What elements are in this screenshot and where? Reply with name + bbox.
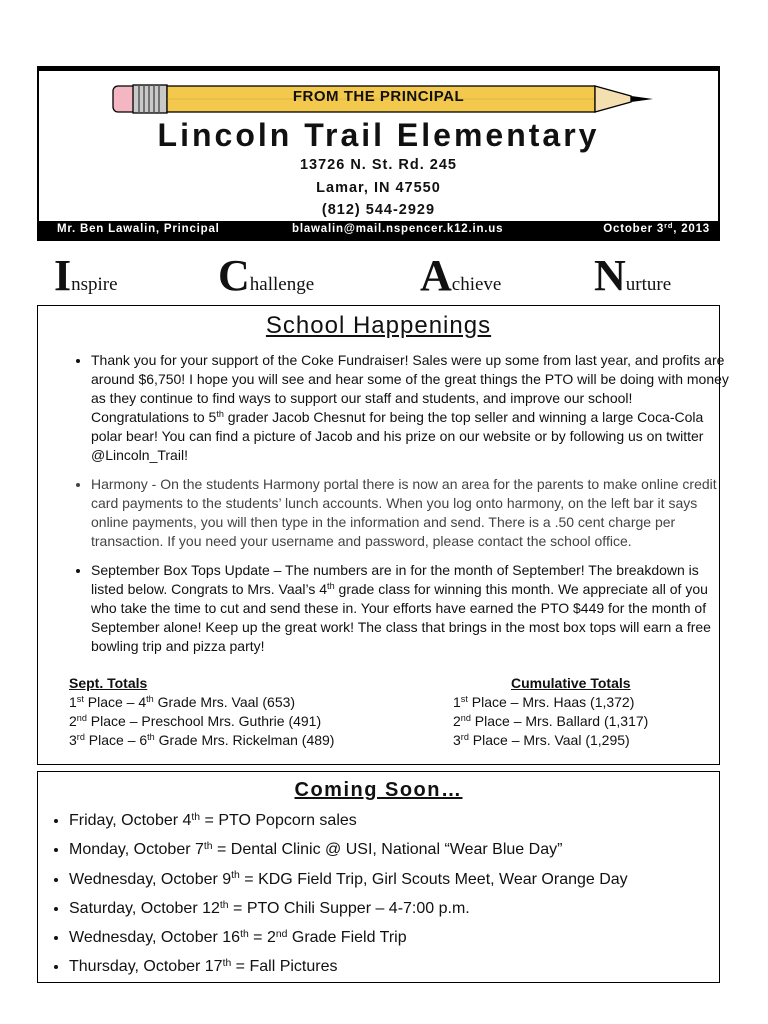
- motto-nurture: Nurture: [594, 251, 672, 300]
- school-motto: [0, 250, 768, 298]
- event-item: • Saturday, October 12th = PTO Chili Supper – 4-7:00 p.m.: [69, 894, 628, 923]
- sept-totals-row: 2nd Place – Preschool Mrs. Guthrie (491): [69, 713, 322, 729]
- event-item: • Monday, October 7th = Dental Clinic @ USI, National “Wear Blue Day”: [69, 835, 628, 864]
- principal-email[interactable]: blawalin@mail.nspencer.k12.in.us: [292, 223, 504, 235]
- cumulative-totals: [453, 674, 648, 750]
- cumulative-totals-row: 1st Place – Mrs. Haas (1,372): [453, 694, 635, 710]
- event-item: • Wednesday, October 16th = 2nd Grade Field Trip: [69, 923, 628, 952]
- coming-soon-section: [37, 771, 720, 983]
- sept-totals: [69, 674, 334, 750]
- phone-number: (812) 544-2929: [321, 202, 436, 218]
- event-item: • Wednesday, October 9th = KDG Field Trip, Girl Scouts Meet, Wear Orange Day: [69, 865, 628, 894]
- street-address: 13726 N. St. Rd. 245: [299, 157, 457, 173]
- section-title: Coming Soon…: [294, 779, 463, 801]
- school-name: Lincoln Trail Elementary: [157, 117, 600, 153]
- sept-totals-row: 1st Place – 4th Grade Mrs. Vaal (653): [69, 694, 296, 710]
- cumulative-totals-row: 3rd Place – Mrs. Vaal (1,295): [453, 732, 630, 748]
- motto-inspire: Inspire: [54, 251, 118, 300]
- city-state-zip: Lamar, IN 47550: [316, 180, 441, 196]
- list-item-coke-fundraiser: • Thank you for your support of the Coke Fundraiser! Sales were up some from last year, and profits are around $6,750! I hope you will see and hear some of the great things the PTO will be doing with money as they continue to find ways to support our staff and students, and improve our school! Congratulations to 5th grader Jacob Chesnut for being the top seller and winning a large Coca-Cola polar bear! You can find a picture of Jacob and his prize on our website or by following us on twitter @Lincoln_Trail!: [91, 351, 731, 465]
- principal-name: Mr. Ben Lawalin, Principal: [57, 223, 220, 235]
- issue-date: October 3rd, 2013: [603, 221, 710, 235]
- event-item: • Thursday, October 17th = Fall Pictures: [69, 952, 628, 981]
- motto-achieve: Achieve: [420, 251, 502, 300]
- newsletter-masthead: [37, 66, 720, 241]
- cumulative-totals-header: Cumulative Totals: [511, 675, 631, 691]
- cumulative-totals-row: 2nd Place – Mrs. Ballard (1,317): [453, 713, 649, 729]
- section-title: School Happenings: [265, 312, 492, 339]
- list-item-harmony: • Harmony - On the students Harmony portal there is now an area for the parents to make online credit card payments to the students’ lunch accounts. When you log onto harmony, on the left bar it says online payments, you will then type in the information and send. There is a .50 cent charge per transaction. If you need your username and password, please contact the school office.: [91, 475, 731, 551]
- events-list: [47, 806, 628, 982]
- sept-totals-header: Sept. Totals: [69, 675, 148, 691]
- event-item: • Friday, October 4th = PTO Popcorn sales: [69, 806, 628, 835]
- list-item-box-tops: • September Box Tops Update – The numbers are in for the month of September! The breakdown is listed below. Congrats to Mrs. Vaal’s 4th grade class for winning this month. We appreciate all of you who take the time to cut and send these in. Your efforts have earned the PTO $449 for the month of September alone! Keep up the great work! The class that brings in the most box tops will earn a free bowling trip and pizza party!: [91, 561, 731, 656]
- motto-challenge: Challenge: [218, 251, 315, 300]
- sept-totals-row: 3rd Place – 6th Grade Mrs. Rickelman (489): [69, 732, 335, 748]
- happenings-list: [68, 351, 731, 666]
- school-happenings-section: [37, 305, 729, 765]
- banner-title: FROM THE PRINCIPAL: [292, 88, 465, 105]
- info-bar: [39, 221, 718, 239]
